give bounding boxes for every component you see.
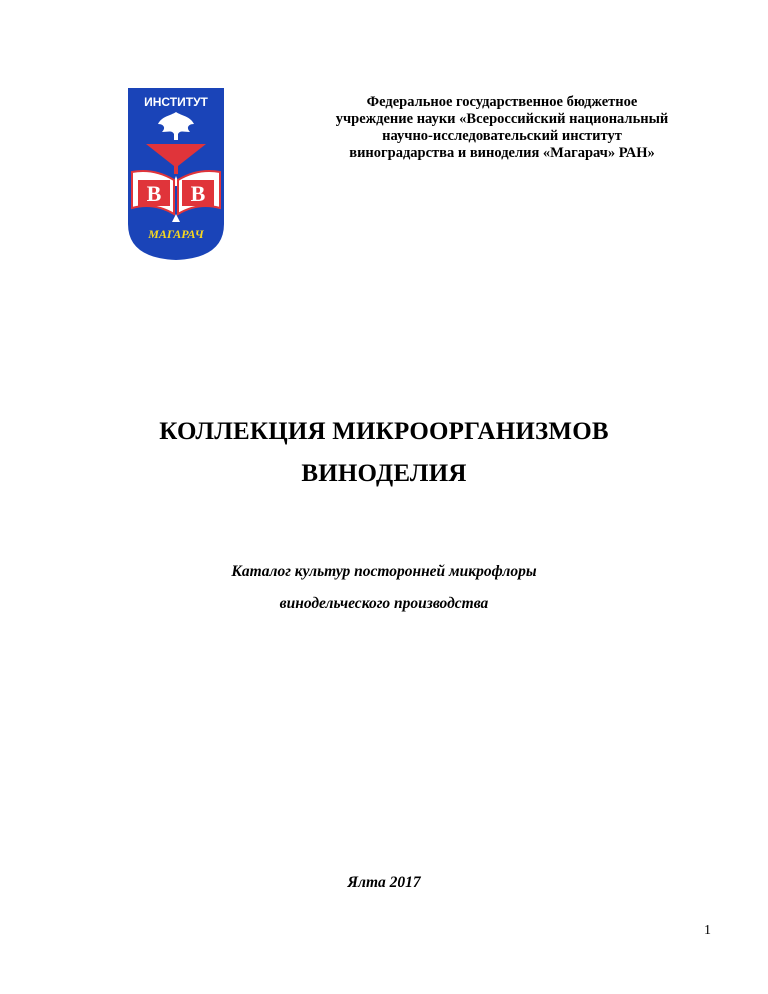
organization-line: виноградарства и виноделия «Магарач» РАН» [349, 145, 655, 161]
document-subtitle-line-1: Каталог культур посторонней микрофлоры [231, 563, 537, 580]
organization-line: научно-исследовательский институт [382, 128, 622, 144]
document-title-line-2: ВИНОДЕЛИЯ [301, 460, 467, 487]
logo-emblem [126, 86, 226, 262]
document-title-line-1: КОЛЛЕКЦИЯ МИКРООРГАНИЗМОВ [159, 418, 609, 445]
place-and-year: Ялта 2017 [347, 874, 421, 891]
document-subtitle-line-2: винодельческого производства [279, 595, 489, 612]
logo-letter-right: В [190, 181, 206, 206]
logo-letter-left: В [146, 181, 162, 206]
organization-name [272, 94, 732, 162]
institute-logo [126, 86, 226, 262]
logo-bottom-text: МАГАРАЧ [148, 227, 204, 241]
page-number: 1 [704, 923, 711, 938]
organization-line: учреждение науки «Всероссийский национальный [335, 111, 669, 127]
organization-line: Федеральное государственное бюджетное [366, 94, 638, 110]
logo-top-text: ИНСТИТУТ [144, 95, 208, 109]
